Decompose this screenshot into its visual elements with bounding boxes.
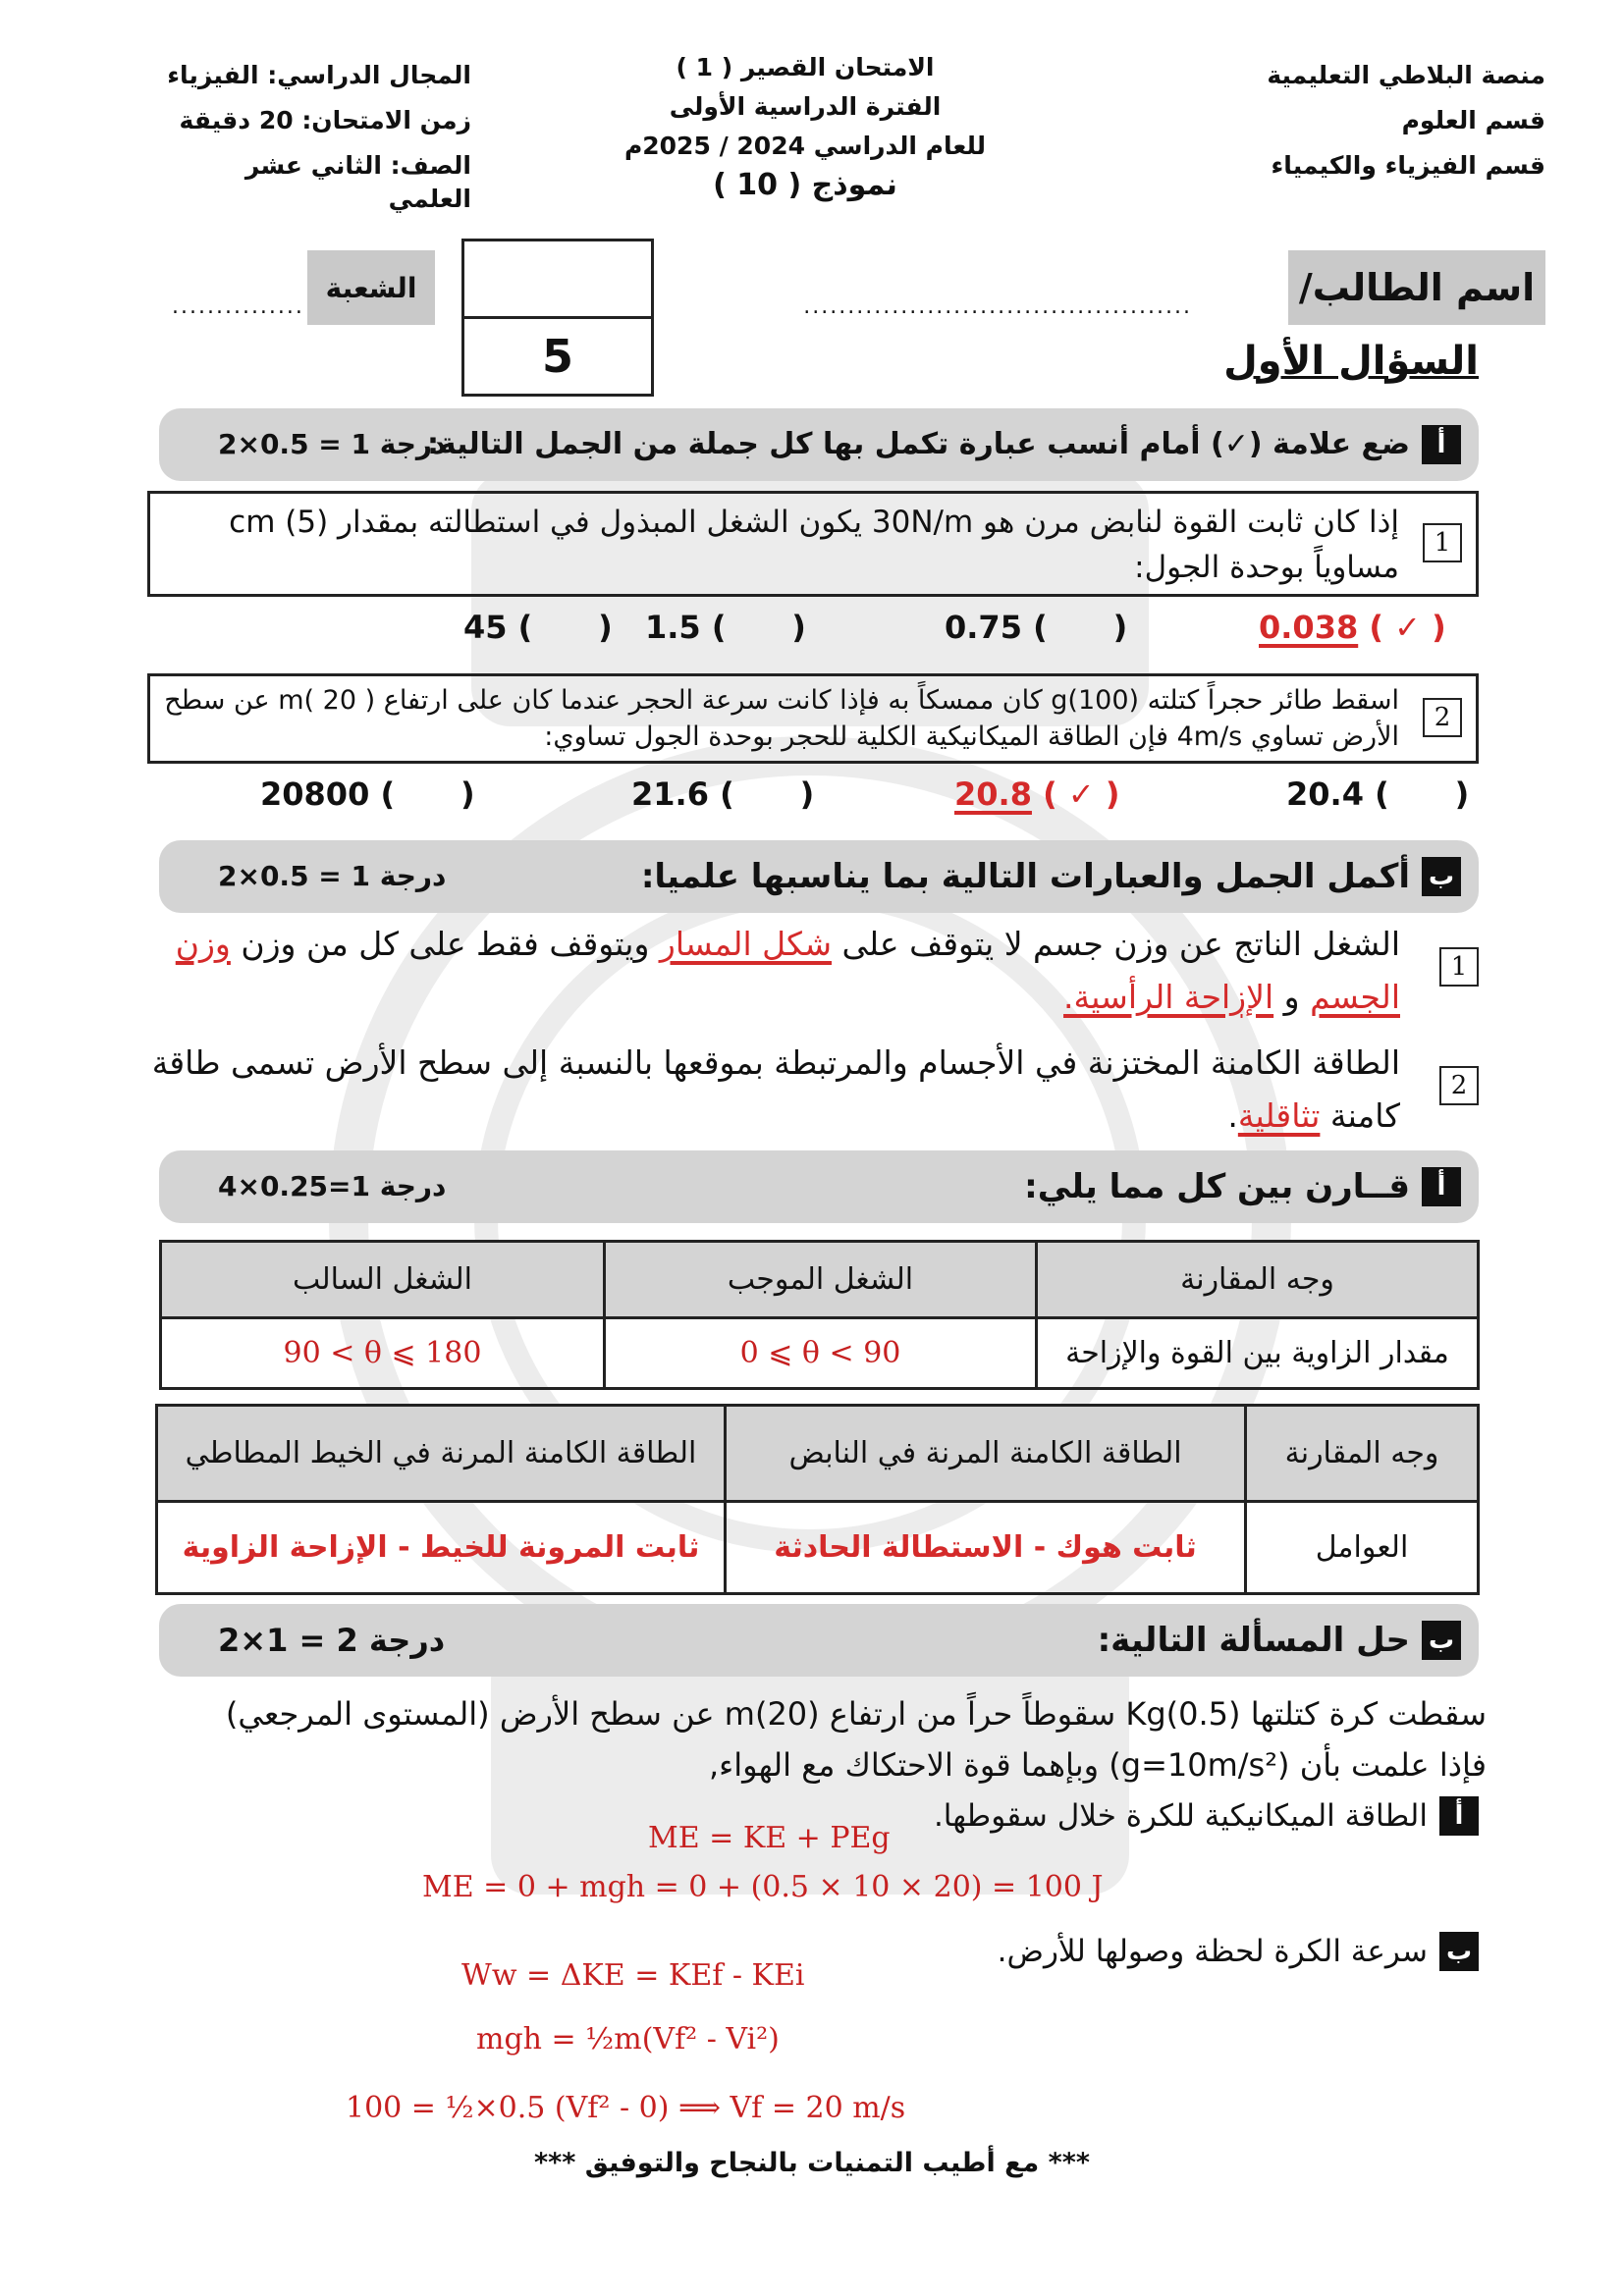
equation: ME = 0 + mgh = 0 + (0.5 × 10 × 20) = 100 J <box>422 1870 1104 1904</box>
answer-path-shape: شكل المسار <box>659 925 832 963</box>
exam-model: نموذج ( 10 ) <box>713 168 897 202</box>
department-science: قسم العلوم <box>1401 106 1545 134</box>
part-d-header <box>159 1604 1479 1677</box>
problem-line: سقطت كرة كتلتها Kg(0.5) سقوطاً حراً من ارتفاع m(20) عن سطح الأرض (المستوى المرجعي) <box>225 1695 1487 1733</box>
blank-item-1-number: 1 <box>1439 947 1479 987</box>
blank-item-2 <box>147 1037 1400 1143</box>
student-name-field[interactable]: ............................................ <box>803 294 1192 319</box>
grade-level: الصف: الثاني عشر العلمي <box>244 151 471 213</box>
question-one-title: السؤال الأول <box>1223 339 1479 384</box>
subject: المجال الدراسي: الفيزياء <box>167 61 471 89</box>
blank-item-2-number: 2 <box>1439 1066 1479 1105</box>
question-text: إذا كان ثابت القوة لنابض مرن هو 30N/m يكون الشغل المبذول في استطالته بمقدار cm (5) مساوياً بوحدة الجول: <box>229 505 1399 585</box>
options-row-1 <box>147 609 1479 658</box>
part-d-letter: ب <box>1422 1621 1461 1660</box>
grade-box-top <box>464 241 651 319</box>
sub-a-text: الطاقة الميكانيكية للكرة خلال سقوطها. <box>933 1798 1428 1834</box>
table-cell: العوامل <box>1246 1502 1479 1594</box>
student-name-label: اسم الطالب/ <box>1288 250 1545 325</box>
grade-value: 5 <box>542 330 574 383</box>
exam-term: الفترة الدراسية الأولى <box>669 92 942 121</box>
header-subject-info <box>157 59 471 228</box>
equation: 100 = ½×0.5 (Vf² - 0) ⟹ Vf = 20 m/s <box>346 2091 906 2125</box>
option-0-75[interactable]: 0.75 ( ) <box>945 609 1128 646</box>
sub-question-b <box>998 1932 1479 1971</box>
sub-b-text: سرعة الكرة لحظة وصولها للأرض. <box>997 1934 1428 1969</box>
part-d-title: حل المسألة التالية: <box>1097 1621 1410 1660</box>
table-cell-answer: ثابت المرونة للخيط - الإزاحة الزاوية <box>157 1502 726 1594</box>
equation: Ww = ΔKE = KEf - KEi <box>461 1958 805 1993</box>
blank-item-1 <box>147 918 1400 1024</box>
option-0-038-correct[interactable]: 0.038 ( ✓ ) <box>1259 609 1446 646</box>
sentence-part: . <box>1227 1096 1238 1135</box>
answer-body-weight: وزن الجسم <box>175 925 1400 1016</box>
question-box-1 <box>147 491 1479 597</box>
option-21-6[interactable]: 21.6 ( ) <box>631 775 815 813</box>
part-d-marks: 2×1 = 2 درجة <box>218 1622 446 1659</box>
option-45[interactable]: 45 ( ) <box>463 609 613 646</box>
part-a-title: ضع علامة (✓) أمام أنسب عبارة تكمل بها كل جملة من الجمل التالية: <box>426 427 1410 461</box>
sentence-part: و <box>1283 978 1300 1016</box>
exam-title: الامتحان القصير ( 1 ) <box>676 53 935 81</box>
section-label: الشعبة <box>307 250 435 325</box>
option-20-8-correct[interactable]: 20.8 ( ✓ ) <box>954 775 1120 813</box>
problem-statement <box>147 1688 1487 1790</box>
equation: ME = KE + PEg <box>648 1821 891 1855</box>
sentence-part: الطاقة الكامنة المختزنة في الأجسام والمرتبطة بموقعها بالنسبة إلى سطح الأرض تسمى طاقة كامنة <box>151 1043 1400 1135</box>
grade-box <box>461 239 654 397</box>
part-c-header <box>159 1150 1479 1223</box>
equation: mgh = ½m(Vf² - Vi²) <box>476 2022 780 2056</box>
table-cell-answer: 0 ⩽ θ < 90 <box>605 1318 1037 1389</box>
option-20800[interactable]: 20800 ( ) <box>260 775 475 813</box>
part-a-header <box>159 408 1479 481</box>
sub-a-letter: أ <box>1439 1796 1479 1836</box>
exam-year: للعام الدراسي 2024 / 2025م <box>623 132 987 160</box>
school-name: منصة البلاطي التعليمية <box>1267 61 1545 89</box>
section-field[interactable]: ............... <box>172 294 304 319</box>
header-exam-info <box>550 51 1060 208</box>
problem-line: فإذا علمت بأن (g=10m/s²) وبإهما قوة الاحتكاك مع الهواء, <box>709 1746 1487 1784</box>
table-header: وجه المقارنة <box>1246 1406 1479 1502</box>
table-cell: مقدار الزاوية بين القوة والإزاحة <box>1037 1318 1479 1389</box>
part-c-title: قــارن بين كل مما يلي: <box>1024 1167 1410 1206</box>
part-c-marks: 4×0.25=1 درجة <box>218 1170 447 1202</box>
table-header: الشغل الموجب <box>605 1242 1037 1318</box>
comparison-table-energy <box>155 1404 1480 1595</box>
answer-vertical-displacement: الإزاحة الرأسية. <box>1063 978 1274 1016</box>
sub-b-letter: ب <box>1439 1932 1479 1971</box>
table-header: وجه المقارنة <box>1037 1242 1479 1318</box>
part-a-letter: أ <box>1422 425 1461 464</box>
question-number: 2 <box>1423 698 1462 737</box>
option-1-5[interactable]: 1.5 ( ) <box>645 609 806 646</box>
table-header: الطاقة الكامنة المرنة في الخيط المطاطي <box>157 1406 726 1502</box>
sentence-part: ويتوقف فقط على كل من وزن <box>241 925 650 963</box>
part-b-marks: 2×0.5 = 1 درجة <box>218 860 447 892</box>
answer-gravitational: تثاقلية <box>1237 1096 1321 1135</box>
department-physics: قسم الفيزياء والكيمياء <box>1271 151 1545 180</box>
table-header: الطاقة الكامنة المرنة في النابض <box>726 1406 1246 1502</box>
sub-question-a <box>934 1796 1479 1836</box>
part-b-header <box>159 840 1479 913</box>
table-cell-answer: 90 < θ ⩽ 180 <box>161 1318 605 1389</box>
sentence-part: الشغل الناتج عن وزن جسم لا يتوقف على <box>841 925 1400 963</box>
question-number: 1 <box>1423 523 1462 562</box>
table-header: الشغل السالب <box>161 1242 605 1318</box>
question-text: اسقط طائر حجراً كتلته g(100) كان ممسكاً به فإذا كانت سرعة الحجر عندما كان على ارتفاع m( 20 ) عن سطح الأرض تساوي 4m/s فإن الطاقة الميكانيكية الكلية للحجر بوحدة الجول تساوي: <box>164 685 1399 752</box>
part-b-title: أكمل الجمل والعبارات التالية بما يناسبها علميا: <box>640 857 1410 896</box>
table-cell-answer: ثابت هوك - الاستطالة الحادثة <box>726 1502 1246 1594</box>
options-row-2 <box>147 775 1479 825</box>
part-b-letter: ب <box>1422 857 1461 896</box>
header-school-info <box>1267 59 1545 194</box>
comparison-table-work <box>159 1240 1480 1390</box>
part-c-letter: أ <box>1422 1167 1461 1206</box>
footer-wishes: *** مع أطيب التمنيات بالنجاح والتوفيق *** <box>533 2148 1091 2178</box>
part-a-marks: 2×0.5 = 1 درجة <box>218 428 447 460</box>
question-box-2 <box>147 673 1479 764</box>
exam-duration: زمن الامتحان: 20 دقيقة <box>179 106 471 134</box>
option-20-4[interactable]: 20.4 ( ) <box>1286 775 1470 813</box>
